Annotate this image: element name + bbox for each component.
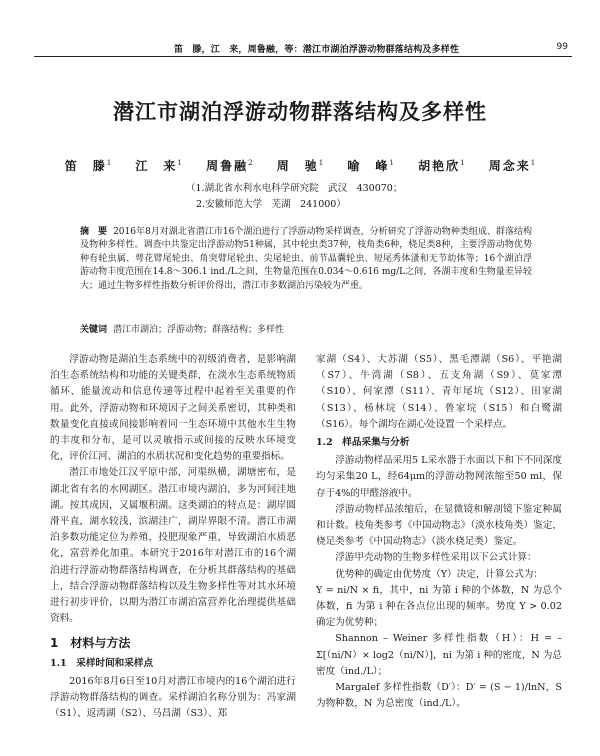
author: 周 驰$^1$ [276,159,324,173]
keywords-label: 关键词 [80,325,108,335]
affiliation-2: 2.安徽师范大学 芜湖 241000） [196,199,346,210]
running-header-text: 笛 滕，江 来，周鲁融，等：潜江市湖泊浮游动物群落结构及多样性 [174,45,460,55]
intro-paragraph: 浮游动物是湖泊生态系统中的初级消费者，是影响湖泊生态系统结构和功能的关键类群，在淡水生态系统物质循环、能量流动和信息传递等过程中起着至关重要的作用。此外，浮游动物和环境因子之间关系密切，其种类和数量变化直接或间接影响着同一生态环境中其他水生生物的丰度和分布，是可以灵敏指示或间接的反映水环境变化，评价江河、湖泊的水质状况和变化趋势的重要指标。 [50,354,296,463]
right-column [316,352,562,712]
body-paragraph: 浮游动物样品采用5 L采水器于水面以下和下不同深度均匀采集20 L，经64μm的浮游动物网浓缩至50 ml，保存于4%的甲醛溶液中。 [316,455,562,499]
author: 江 来$^1$ [135,159,182,173]
body-paragraph: 浮游甲壳动物的生物多样性采用以下公式计算： [335,552,537,564]
subsection-heading: 1.2 样品采集与分析 [316,437,410,449]
paper-title: 潜江市湖泊浮游动物群落结构及多样性 [113,100,487,124]
left-column [50,352,296,722]
intro-paragraph: 潜江市地处江汉平原中部，河渠纵横，湖塘密布，是湖北省有名的水网湖区。潜江市境内湖泊，多为河间洼地湖。按其成因，又属堰积湖。这类湖泊的特点是：湖岸圆滑平直，湖水较浅，滨湖洼广，湖岸界限不清。潜江市湖泊多数功能定位为养殖，投肥现象严重，导致湖泊水质恶化，富营养化加重。本研究于2016年对潜江市的16个湖泊进行浮游动物群落结构调查，在分析其群落结构的基础上，结合浮游动物群落结构以及生物多样性等对其水环境进行初步评价，以期为潜江市湖泊富营养化治理提供基础资料。 [50,467,296,625]
page-number: 99 [556,42,568,52]
body-paragraph: 浮游动物样品浓缩后，在显微镜和解剖镜下鉴定种属和计数。枝角类参考《中国动物志》（淡水枝角类）鉴定，桡足类参考《中国动物志》（淡水桡足类）鉴定。 [316,503,562,548]
abstract [80,226,532,293]
formula-paragraph: Shannon – Weiner 多样性指数（H）：H = – Σ[（ni/N）× log2（ni/N）]，ni 为第 i 种的密度，N 为总密度（ind./L）； [316,633,562,677]
body-paragraph: 优势种的确定由优势度（Y）决定，计算公式为： [335,568,543,580]
formula-paragraph: Margalef 多样性指数（D′）：D′ = (S − 1)/lnN，S 为物种数，N 为总密度（ind./L）。 [316,682,562,710]
body-paragraph: 家湖（S4）、大苏湖（S5）、黑毛潭湖（S6）、平艳湖（S7）、牛湾湖（S8）、五支角湖（S9）、莫家潭（S10）、何家潭（S11）、青年尾坑（S12）、田家湖（S13）、杨林垸（S14）、鲁家垸（S15）和白鹭湖（S16）。每个湖均在湖心处设置一个采样点。 [316,354,562,430]
keywords-text: 潜江市湖泊；浮游动物；群落结构；多样性 [113,325,285,335]
body-paragraph: 2016年8月6日至10月对潜江市境内的16个湖泊进行浮游动物群落结构的调查。采样湖泊名称分别为：冯家湖（S1）、返湾湖（S2）、马昌湖（S3）、郑 [50,675,296,720]
running-header [34,40,572,57]
affiliation-1: （1.湖北省水利水电科学研究院 武汉 430070； [186,183,403,194]
subsection-heading: 1.1 采样时间和采样点 [50,657,154,669]
author: 周念来$^1$ [488,159,536,173]
abstract-label: 摘 要 [80,227,108,237]
keywords [80,322,284,335]
author: 胡艳欣$^1$ [418,159,465,173]
formula-paragraph: Y = ni/N × fi，其中，ni 为第 i 种的个体数，N 为总个体数，fi 为第 i 种在各点位出现的频率。势度 Y > 0.02 确定为优势种； [316,584,562,629]
section-heading: 1 材料与方法 [50,636,131,651]
author: 喻 峰$^1$ [347,159,394,173]
abstract-text: 2016年8月对湖北省潜江市16个湖泊进行了浮游动物采样调查，分析研究了浮游动物种类组成、群落结构及物种多样性。调查中共鉴定出浮游动物51种属，其中轮虫类37种，枝角类6种，桡足类8种，主要浮游动物优势种有轮虫属、萼花臂尾轮虫、角突臂尾轮虫、尖尾轮虫、前节晶囊轮虫、短尾秀体溞和无节幼体等；16个湖泊浮游动物丰度范围在14.8～306.1 ind./L之间，生物量范围在0.034～0.616 mg/L之间，各湖丰度和生物量差异较大；通过生物多样性指数分析评价得出，潜江市多数湖泊污染较为严重。 [80,227,532,291]
author: 周鲁融$^2$ [206,159,253,173]
author-list [0,157,600,174]
author: 笛 滕$^1$ [64,159,112,173]
